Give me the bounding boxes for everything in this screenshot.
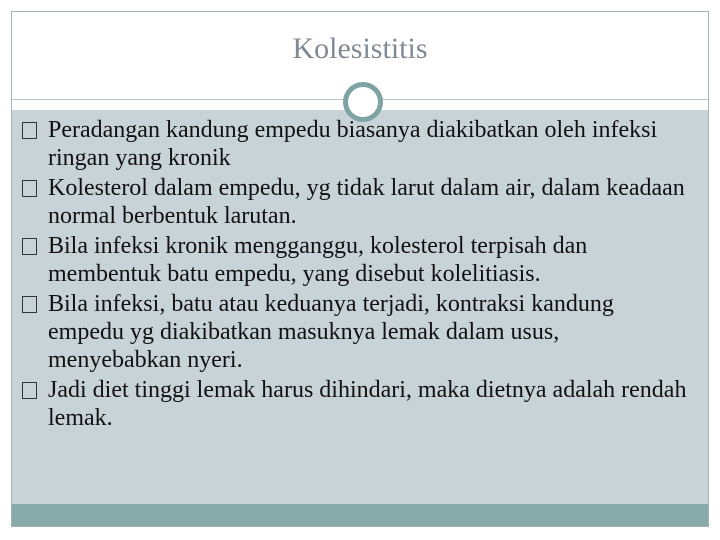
bullet-box-icon bbox=[22, 122, 37, 139]
bullet-item bbox=[22, 174, 692, 230]
bullet-box-icon bbox=[22, 180, 37, 197]
bullet-box-icon bbox=[22, 382, 37, 399]
slide bbox=[11, 11, 709, 527]
bullet-box-icon bbox=[22, 238, 37, 255]
bullet-item bbox=[22, 290, 692, 374]
bullet-text: Peradangan kandung empedu biasanya diakibatkan oleh infeksi ringan yang kronik bbox=[48, 117, 658, 171]
bullet-text: Kolesterol dalam empedu, yg tidak larut dalam air, dalam keadaan normal berbentuk larutan. bbox=[48, 175, 685, 229]
bullet-item bbox=[22, 376, 692, 432]
slide-title: Kolesistitis bbox=[292, 32, 428, 65]
bullet-text: Bila infeksi, batu atau keduanya terjadi, kontraksi kandung empedu yg diakibatkan masuknya lemak dalam usus, menyebabkan nyeri. bbox=[48, 291, 614, 373]
footer-bar bbox=[12, 504, 708, 526]
bullet-box-icon bbox=[22, 296, 37, 313]
bullet-item bbox=[22, 232, 692, 288]
bullet-text: Bila infeksi kronik mengganggu, kolesterol terpisah dan membentuk batu empedu, yang disebut kolelitiasis. bbox=[48, 233, 588, 287]
bullet-text: Jadi diet tinggi lemak harus dihindari, maka dietnya adalah rendah lemak. bbox=[48, 377, 687, 431]
bullet-list bbox=[22, 116, 692, 434]
bullet-item bbox=[22, 116, 692, 172]
